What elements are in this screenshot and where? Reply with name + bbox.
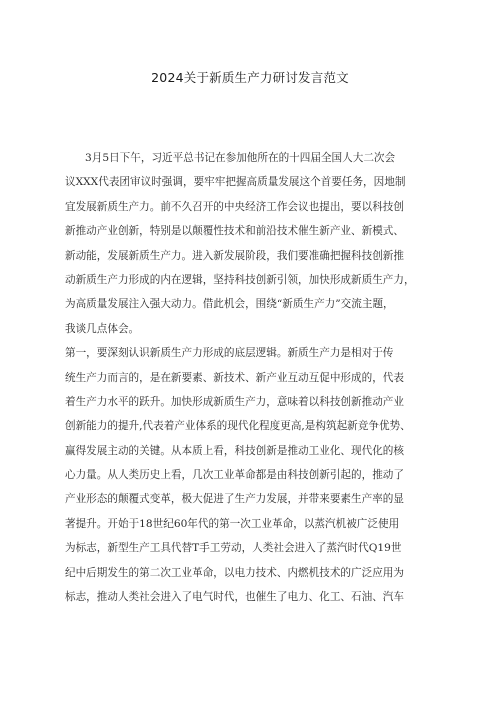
paragraph-intro [65, 146, 440, 341]
text-line: 产业形态的颠覆式变革，极大促进了生产力发展，并带来要素生产率的显 [65, 493, 404, 506]
text-line: 为标志，新型生产工具代替T手工劳动，人类社会进入了蒸汽时代Q19世 [65, 542, 402, 555]
text-line: 宜发展新质生产力。前不久召开的中央经济工作会议也提出，要以科技创 [65, 200, 404, 213]
text-line: 动新质生产力形成的内在逻辑，坚持科技创新引领，加快形成新质生产力， [65, 273, 415, 286]
text-line: 议XXX代表团审议时强调，要牢牢把握高质量发展这个首要任务，因地制 [65, 176, 406, 189]
text-line: 创新能力的提升,代表着产业体系的现代化程度更高,是构筑起新竞争优势、 [65, 420, 411, 433]
text-line: 纪中后期发生的第二次工业革命，以电力技术、内燃机技术的广泛应用为 [65, 566, 404, 579]
document-title: 2024关于新质生产力研讨发言范文 [151, 70, 349, 85]
text-line: 著提升。开始于18世纪60年代的第一次工业革命，以蒸汽机被广泛使用 [65, 517, 400, 530]
text-line: 标志，推动人类社会进入了电气时代，也催生了电力、化工、石油、汽车 [65, 591, 404, 604]
text-line: 我谈几点体会。 [65, 322, 140, 335]
paragraph-first-point [65, 341, 440, 609]
text-line: 为高质量发展注入强大动力。借此机会，围绕“新质生产力”交流主题， [65, 298, 394, 311]
text-line: 新推动产业创新，特别是以颠覆性技术和前沿技术催生新产业、新模式、 [65, 225, 404, 238]
text-line: 统生产力而言的，是在新要素、新技术、新产业互动互促中形成的，代表 [65, 371, 404, 384]
text-line: 赢得发展主动的关键。从本质上看，科技创新是推动工业化、现代化的核 [65, 444, 404, 457]
document-body [65, 146, 440, 609]
text-line: 新动能，发展新质生产力。进入新发展阶段，我们要准确把握科技创新推 [65, 249, 404, 262]
text-line: 着生产力水平的跃升。加快形成新质生产力，意味着以科技创新推动产业 [65, 395, 404, 408]
text-line: 心力量。从人类历史上看，几次工业革命都是由科技创新引起的，推动了 [65, 469, 404, 482]
text-line: 3月5日下午，习近平总书记在参加他所在的十四届全国人大二次会 [85, 152, 396, 164]
text-line: 第一，要深刻认识新质生产力形成的底层逻辑。新质生产力是相对于传 [65, 347, 394, 360]
